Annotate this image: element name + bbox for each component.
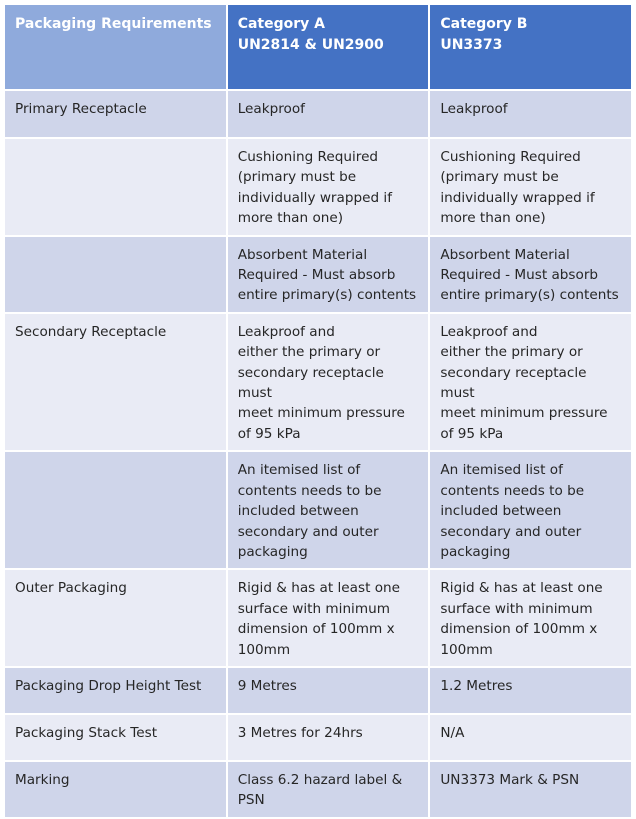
category-a-cell: Leakproof and either the primary or secondary receptacle must meet minimum pressure of 95 kPa [228, 314, 429, 450]
table-row [5, 314, 631, 450]
category-a-cell: 9 Metres [228, 668, 429, 713]
table-row [5, 570, 631, 666]
row-label: Primary Receptacle [5, 91, 226, 137]
header-category-a-un: UN2814 & UN2900 [237, 37, 384, 53]
header-category-b-title: Category B [440, 16, 528, 32]
row-label: Secondary Receptacle [5, 314, 226, 450]
header-row [5, 5, 631, 89]
row-label: Outer Packaging [5, 570, 226, 666]
header-category-a-title: Category A [237, 16, 325, 32]
row-label: Packaging Stack Test [5, 715, 226, 760]
header-category-b-un: UN3373 [440, 37, 503, 53]
header-packaging-requirements: Packaging Requirements [5, 5, 226, 89]
category-b-cell: UN3373 Mark & PSN [430, 762, 631, 817]
row-label [5, 237, 226, 312]
category-a-cell: Leakproof [228, 91, 429, 137]
row-label: Packaging Drop Height Test [5, 668, 226, 713]
table-row [5, 452, 631, 568]
table-row [5, 715, 631, 760]
table-row [5, 237, 631, 312]
header-category-b [430, 5, 631, 89]
table-row [5, 668, 631, 713]
row-label [5, 452, 226, 568]
category-b-cell: N/A [430, 715, 631, 760]
category-a-cell: 3 Metres for 24hrs [228, 715, 429, 760]
category-b-cell: Leakproof and either the primary or secondary receptacle must meet minimum pressure of 95 kPa [430, 314, 631, 450]
header-category-a [228, 5, 429, 89]
category-b-cell: Leakproof [430, 91, 631, 137]
row-label [5, 139, 226, 235]
category-a-cell: An itemised list of contents needs to be included between secondary and outer packaging [228, 452, 429, 568]
table-row [5, 91, 631, 137]
table-row [5, 139, 631, 235]
category-a-cell: Absorbent Material Required - Must absorb entire primary(s) contents [228, 237, 429, 312]
category-b-cell: 1.2 Metres [430, 668, 631, 713]
row-label: Marking [5, 762, 226, 817]
category-a-cell: Rigid & has at least one surface with minimum dimension of 100mm x 100mm [228, 570, 429, 666]
category-b-cell: An itemised list of contents needs to be included between secondary and outer packaging [430, 452, 631, 568]
category-a-cell: Cushioning Required (primary must be individually wrapped if more than one) [228, 139, 429, 235]
category-a-cell: Class 6.2 hazard label & PSN [228, 762, 429, 817]
category-b-cell: Cushioning Required (primary must be individually wrapped if more than one) [430, 139, 631, 235]
table-row [5, 762, 631, 817]
category-b-cell: Absorbent Material Required - Must absorb entire primary(s) contents [430, 237, 631, 312]
category-b-cell: Rigid & has at least one surface with minimum dimension of 100mm x 100mm [430, 570, 631, 666]
packaging-requirements-table [3, 3, 633, 819]
